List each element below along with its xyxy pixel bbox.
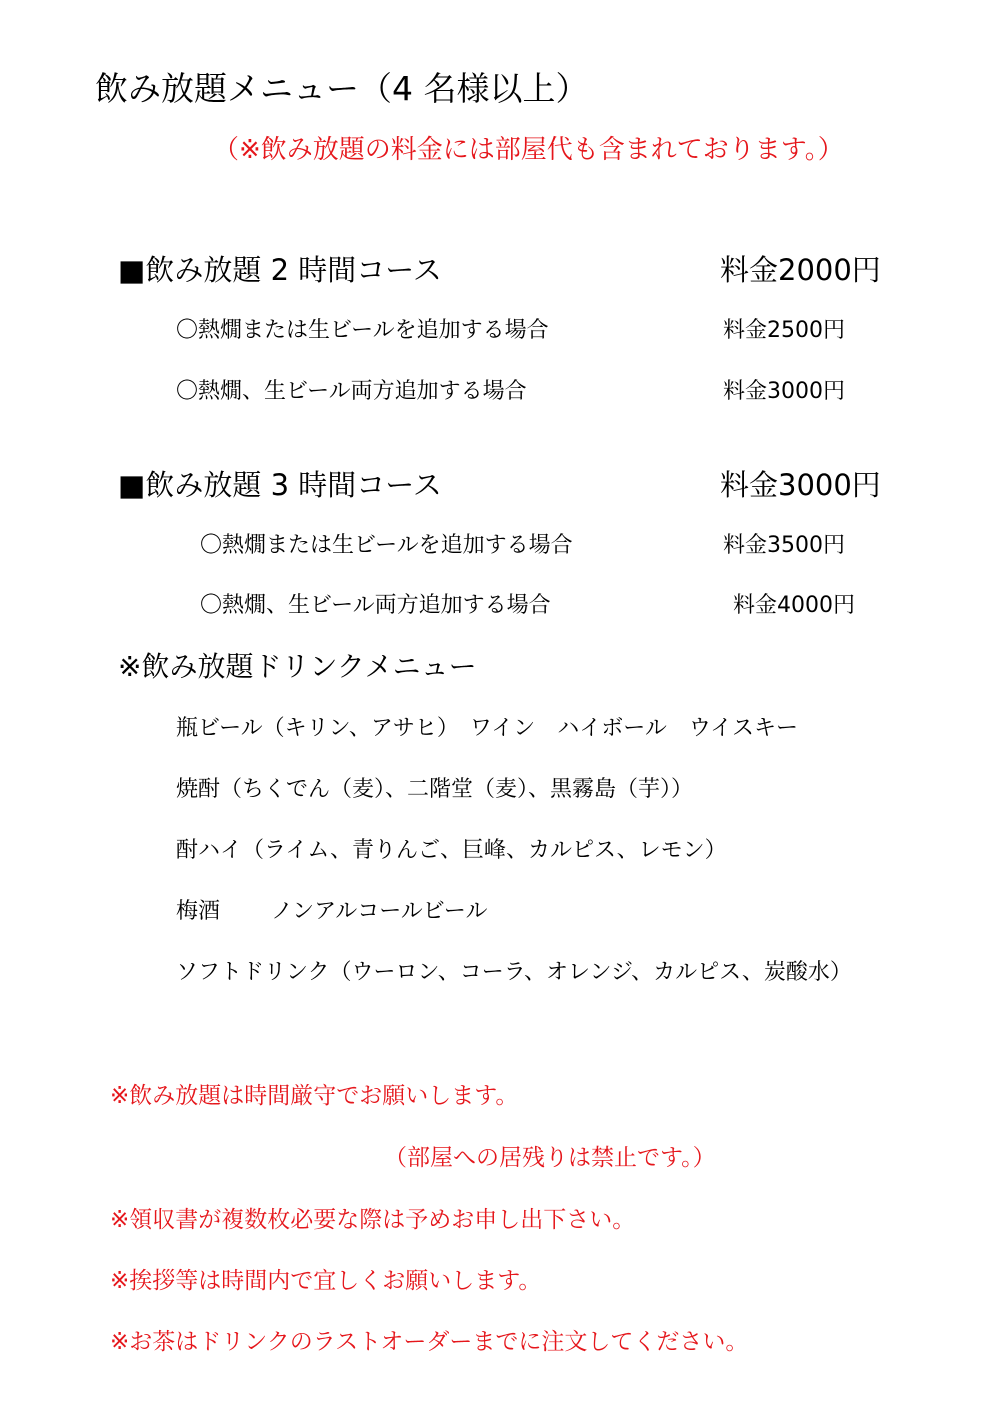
option-price: 料金4000円	[733, 593, 855, 618]
course-price: 料金3000円	[720, 468, 881, 502]
option-price: 料金2500円	[723, 318, 845, 343]
option-label: 〇熱燗、生ビール両方追加する場合	[176, 379, 527, 404]
option-label: 〇熱燗または生ビールを追加する場合	[176, 318, 549, 343]
course-price: 料金2000円	[720, 253, 881, 287]
course-name: ■飲み放題 2 時間コース	[118, 253, 442, 287]
drink-menu-heading: ※飲み放題ドリンクメニュー	[118, 650, 477, 683]
page-title: 飲み放題メニュー（4 名様以上）	[95, 69, 589, 108]
option-label: 〇熱燗、生ビール両方追加する場合	[200, 593, 551, 618]
note-line: （部屋への居残りは禁止です。）	[384, 1145, 716, 1171]
note-line: ※領収書が複数枚必要な際は予めお申し出下さい。	[110, 1207, 636, 1233]
option-label: 〇熱燗または生ビールを追加する場合	[200, 533, 573, 558]
drink-line: 瓶ビール（キリン、アサヒ） ワイン ハイボール ウイスキー	[176, 716, 798, 741]
option-price: 料金3000円	[723, 379, 845, 404]
drink-line: 酎ハイ（ライム、青りんご、巨峰、カルピス、レモン）	[176, 838, 727, 863]
note-line: ※飲み放題は時間厳守でお願いします。	[110, 1083, 519, 1109]
course-name: ■飲み放題 3 時間コース	[118, 468, 442, 502]
drink-line: 焼酎（ちくでん（麦）、二階堂（麦）、黒霧島（芋））	[176, 777, 694, 802]
drink-line: ソフトドリンク（ウーロン、コーラ、オレンジ、カルピス、炭酸水）	[176, 960, 852, 985]
note-line: ※挨拶等は時間内で宜しくお願いします。	[110, 1268, 542, 1294]
price-includes-room-note: （※飲み放題の料金には部屋代も含まれております。）	[213, 135, 844, 165]
option-price: 料金3500円	[723, 533, 845, 558]
drink-line: 梅酒 ノンアルコールビール	[176, 899, 488, 924]
note-line: ※お茶はドリンクのラストオーダーまでに注文してください。	[110, 1329, 749, 1355]
